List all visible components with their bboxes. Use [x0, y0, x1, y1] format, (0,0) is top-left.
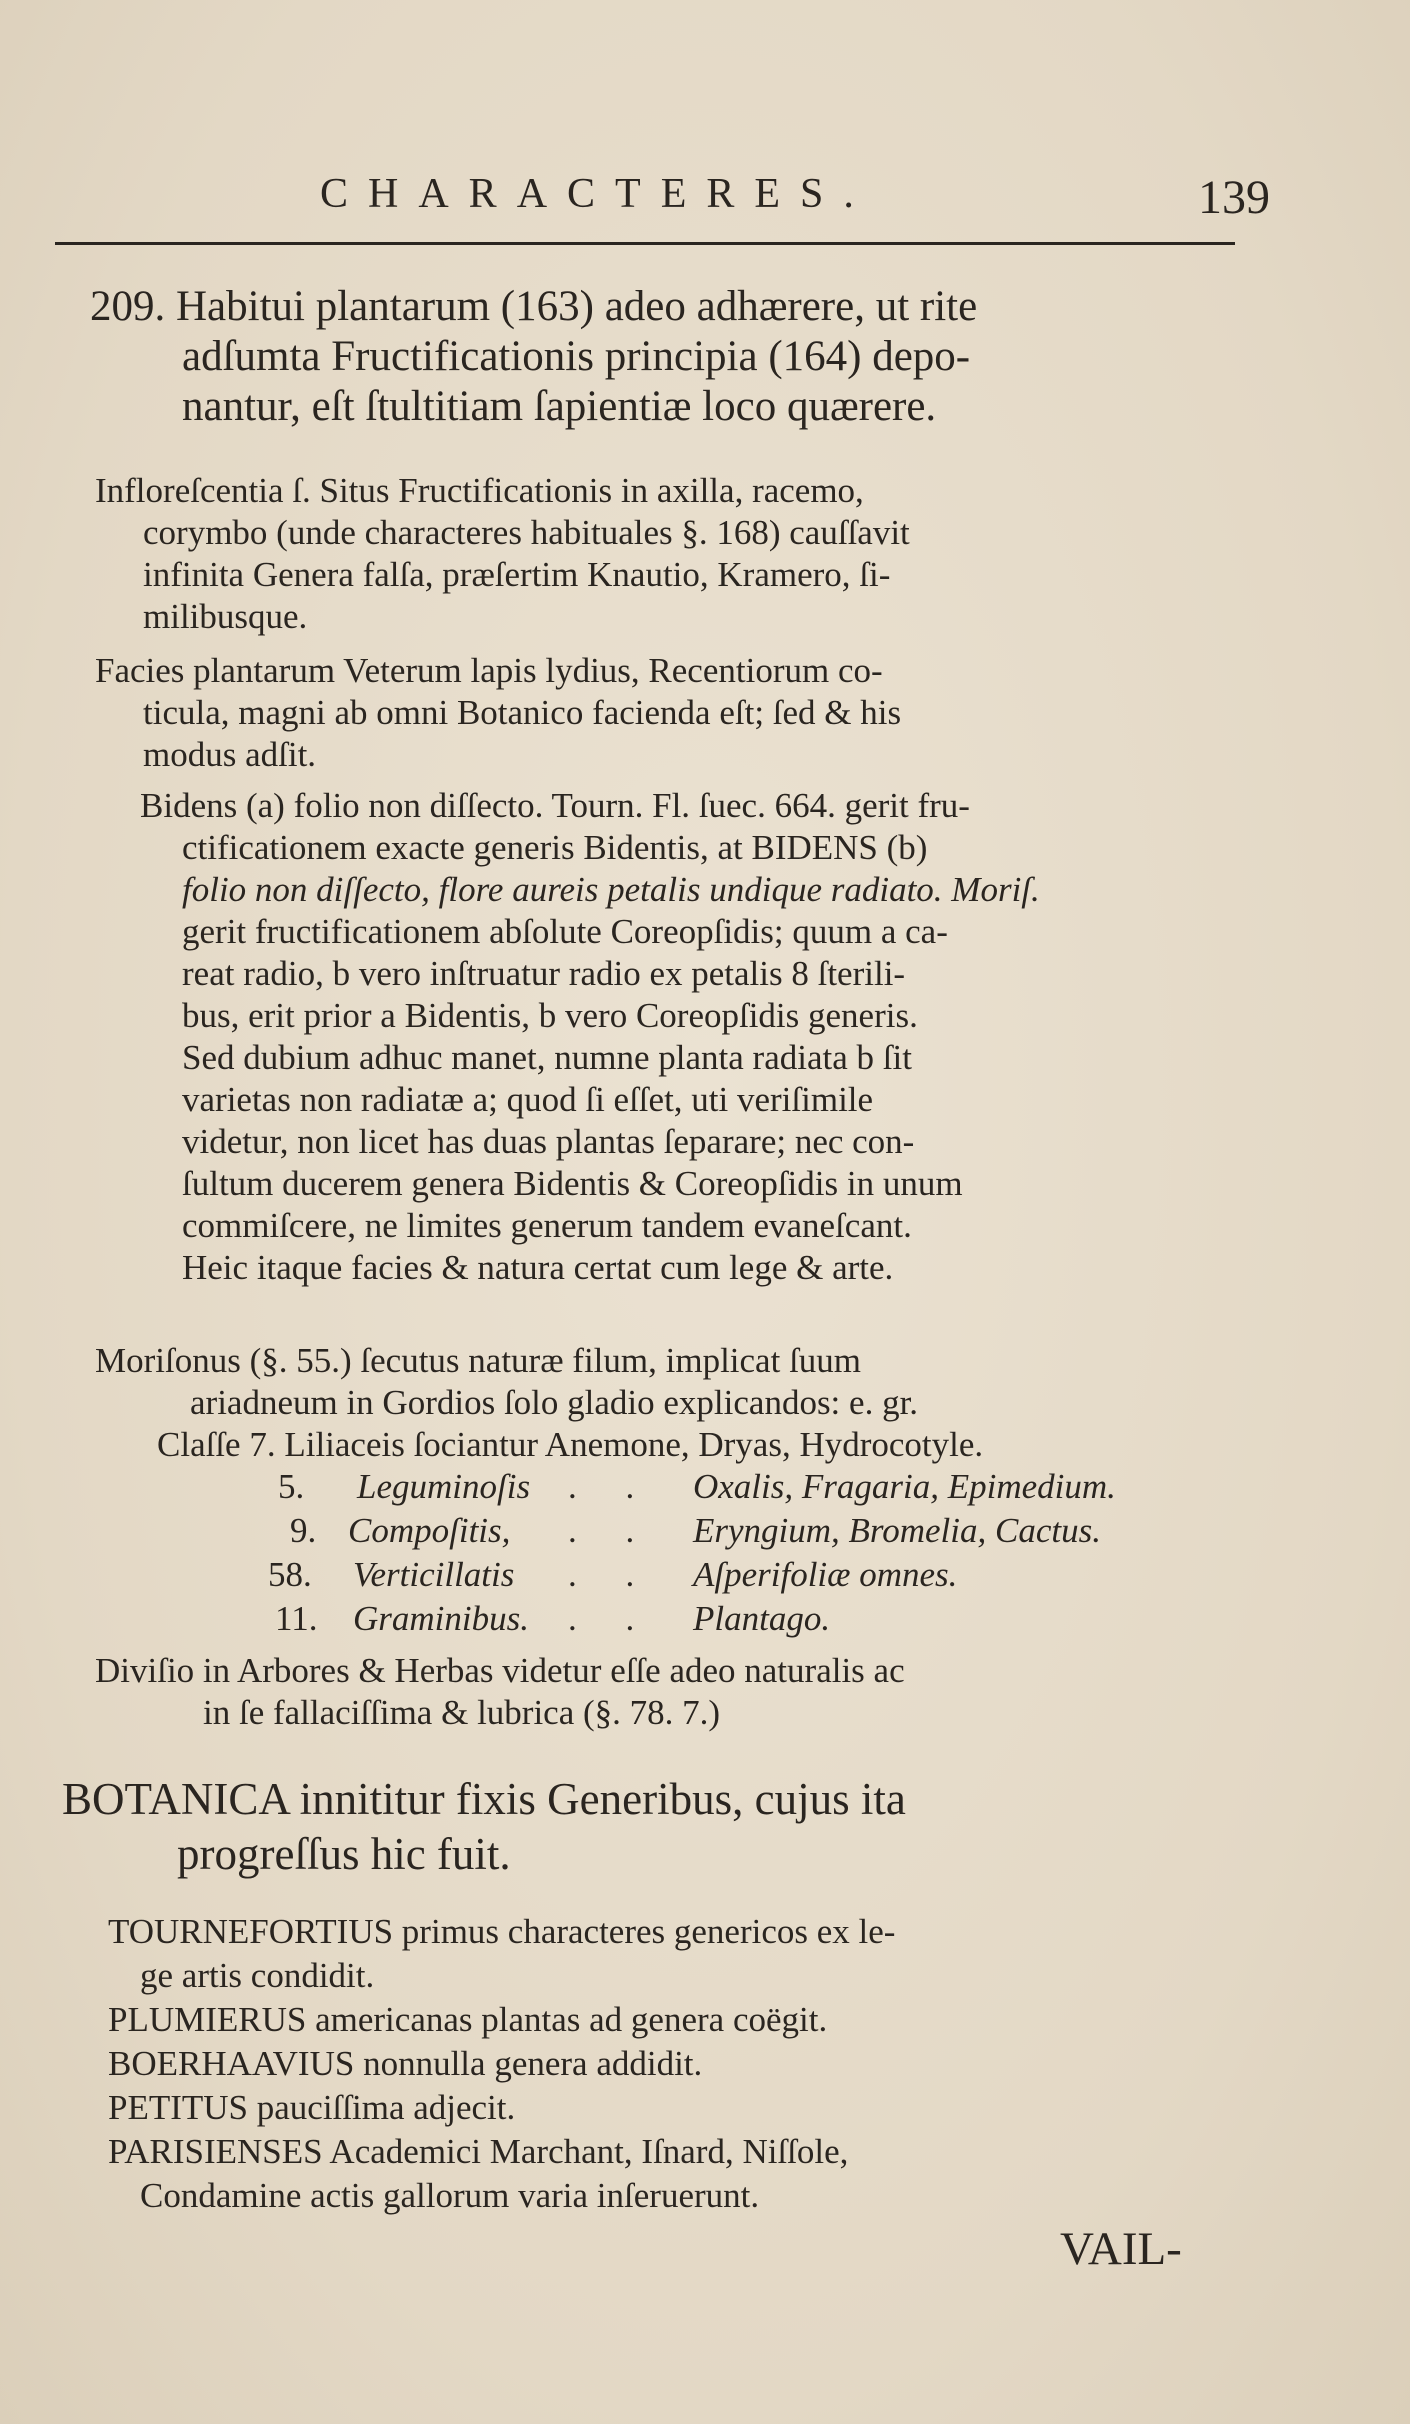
- class-row: [0, 1510, 1410, 1552]
- note-line: Facies plantarum Veterum lapis lydius, Recentiorum co-: [95, 651, 883, 690]
- history-line: BOERHAAVIUS nonnulla genera addidit.: [108, 2044, 703, 2083]
- class-genera: Plantago.: [693, 1599, 831, 1638]
- note-line: ariadneum in Gordios ſolo gladio explicandos: e. gr.: [190, 1383, 919, 1422]
- aphorism-line: nantur, eſt ſtultitiam ſapientiæ loco quærere.: [182, 383, 937, 430]
- history-line: PLUMIERUS americanas plantas ad genera coëgit.: [108, 2000, 828, 2039]
- note-line: bus, erit prior a Bidentis, b vero Coreopſidis generis.: [182, 996, 918, 1035]
- paragraph-line: progreſſus hic fuit.: [177, 1829, 511, 1879]
- class-row: [0, 1466, 1410, 1508]
- class-row: [0, 1598, 1410, 1640]
- class-genera: Eryngium, Bromelia, Cactus.: [693, 1511, 1101, 1550]
- class-number: 58.: [268, 1555, 312, 1594]
- history-line: Condamine actis gallorum varia inſeruerunt.: [140, 2176, 760, 2215]
- class-number: 5.: [278, 1467, 305, 1506]
- paragraph-line: BOTANICA innititur fixis Generibus, cujus ita: [62, 1774, 906, 1824]
- note-line: modus adſit.: [143, 735, 317, 774]
- running-title: CHARACTERES.: [320, 171, 874, 217]
- class-name: Graminibus.: [353, 1599, 529, 1638]
- note-line: videtur, non licet has duas plantas ſeparare; nec con-: [182, 1122, 915, 1161]
- note-divisio: [95, 1650, 905, 1734]
- class-dots: . .: [568, 1511, 655, 1550]
- aphorism-line: 209. Habitui plantarum (163) adeo adhærere, ut rite: [90, 283, 978, 330]
- botanical-history: [108, 1910, 895, 2218]
- note-facies: [95, 650, 901, 776]
- morisonus-class-table: [0, 1466, 1410, 1646]
- note-line: milibusque.: [143, 597, 308, 636]
- note-line: ſultum ducerem genera Bidentis & Coreopſidis in unum: [182, 1164, 963, 1203]
- note-line: varietas non radiatæ a; quod ſi eſſet, uti veriſimile: [182, 1080, 874, 1119]
- history-line: TOURNEFORTIUS primus characteres genericos ex le-: [108, 1912, 896, 1951]
- botanica-paragraph: [62, 1772, 906, 1882]
- class-dots: . .: [568, 1555, 655, 1594]
- history-line: PETITUS pauciſſima adjecit.: [108, 2088, 516, 2127]
- note-line: commiſcere, ne limites generum tandem evaneſcant.: [182, 1206, 912, 1245]
- class-name: Compoſitis,: [348, 1511, 511, 1550]
- note-line: folio non diſſecto, flore aureis petalis undique radiato. Moriſ.: [182, 870, 1040, 909]
- history-line: ge artis condidit.: [140, 1956, 375, 1995]
- note-morisonus: [95, 1340, 983, 1466]
- note-line: Bidens (a) folio non diſſecto. Tourn. Fl. ſuec. 664. gerit fru-: [140, 786, 970, 825]
- note-line: ctificationem exacte generis Bidentis, at BIDENS (b): [182, 828, 928, 867]
- class-row: [0, 1554, 1410, 1596]
- note-line: Heic itaque facies & natura certat cum lege & arte.: [182, 1248, 894, 1287]
- note-line: ticula, magni ab omni Botanico facienda eſt; ſed & his: [143, 693, 902, 732]
- page-number: 139: [1198, 171, 1270, 224]
- note-line: in ſe fallaciſſima & lubrica (§. 78. 7.): [203, 1693, 721, 1732]
- aphorism-line: adſumta Fructificationis principia (164) depo-: [182, 333, 971, 380]
- note-line: Diviſio in Arbores & Herbas videtur eſſe adeo naturalis ac: [95, 1651, 905, 1690]
- header-rule: [55, 242, 1235, 245]
- note-line: Claſſe 7. Liliaceis ſociantur Anemone, Dryas, Hydrocotyle.: [157, 1425, 984, 1464]
- class-number: 11.: [275, 1599, 318, 1638]
- class-genera: Oxalis, Fragaria, Epimedium.: [693, 1467, 1116, 1506]
- class-genera: Aſperifoliæ omnes.: [693, 1555, 958, 1594]
- history-line: PARISIENSES Academici Marchant, Iſnard, Niſſole,: [108, 2132, 849, 2171]
- catchword: VAIL-: [1060, 2223, 1182, 2275]
- note-line: Sed dubium adhuc manet, numne planta radiata b ſit: [182, 1038, 912, 1077]
- note-line: infinita Genera falſa, præſertim Knautio, Kramero, ſi-: [143, 555, 891, 594]
- note-line: Infloreſcentia ſ. Situs Fructificationis in axilla, racemo,: [95, 471, 864, 510]
- note-bidens: [140, 785, 1040, 1289]
- class-dots: . .: [568, 1599, 655, 1638]
- note-line: Moriſonus (§. 55.) ſecutus naturæ filum, implicat ſuum: [95, 1341, 862, 1380]
- class-dots: . .: [568, 1467, 655, 1506]
- aphorism-209: [90, 282, 977, 432]
- class-name: Leguminoſis: [357, 1467, 531, 1506]
- note-infloresentia: [95, 470, 910, 638]
- note-line: reat radio, b vero inſtruatur radio ex petalis 8 ſterili-: [182, 954, 906, 993]
- note-line: gerit fructificationem abſolute Coreopſidis; quum a ca-: [182, 912, 948, 951]
- class-number: 9.: [290, 1511, 317, 1550]
- page-header: [320, 170, 1270, 240]
- class-name: Verticillatis: [353, 1555, 515, 1594]
- note-line: corymbo (unde characteres habituales §. 168) cauſſavit: [143, 513, 910, 552]
